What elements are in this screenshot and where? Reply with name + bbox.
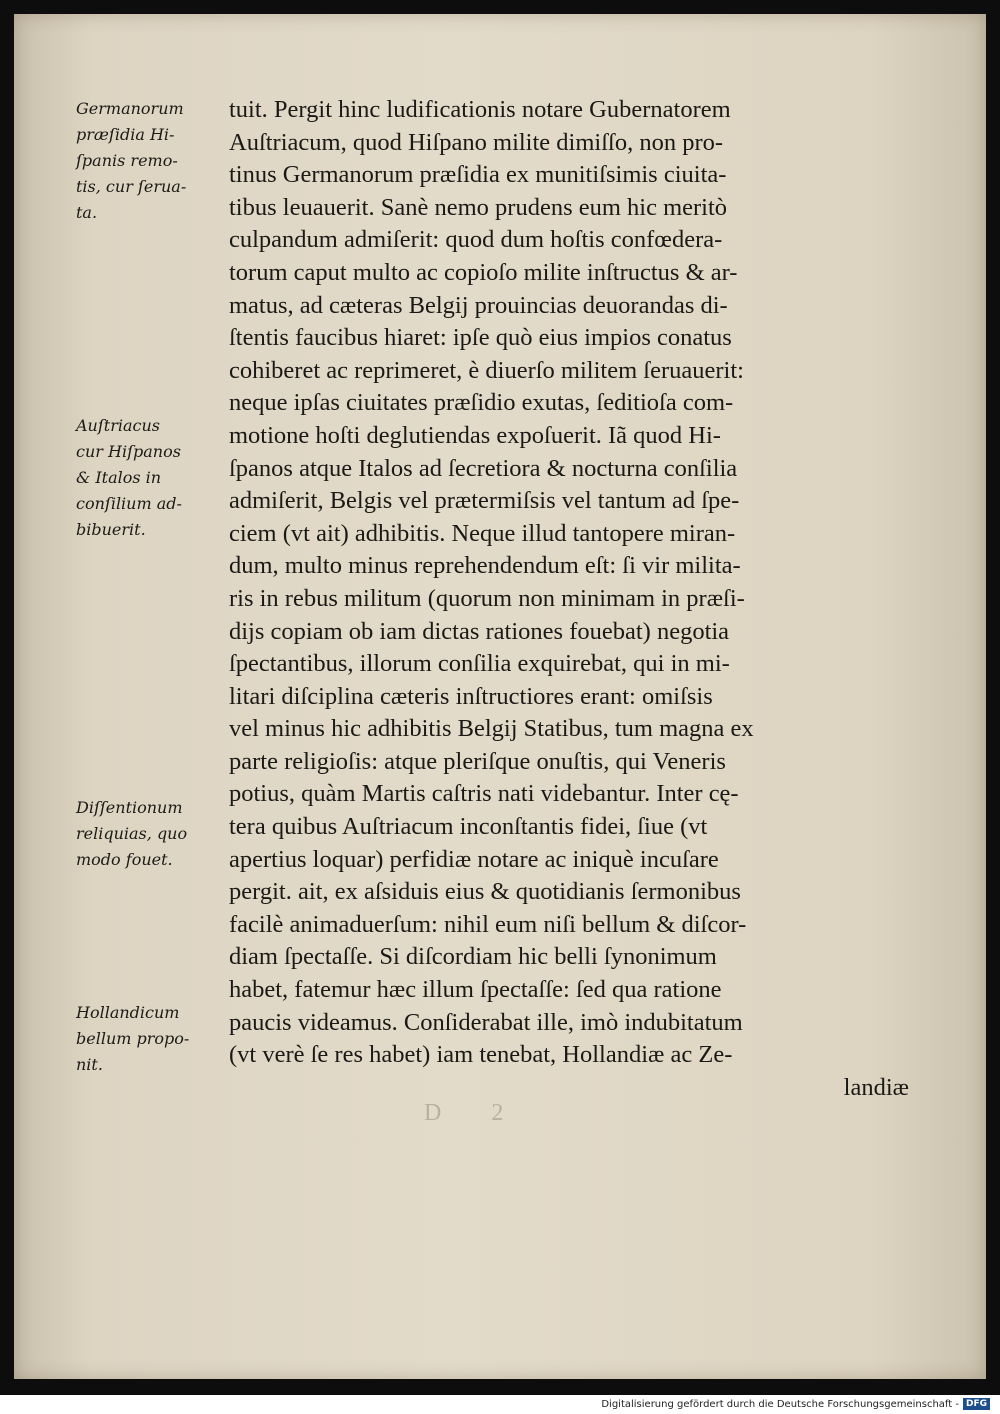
text-line: tibus leuauerit. Sanè nemo prudens eum hic meritò (229, 193, 728, 221)
text-line: tinus Germanorum præſidia ex munitiſsimis ciuita- (229, 161, 727, 189)
footer-text: Digitalisierung gefördert durch die Deutsche Forschungsgemeinschaft - (601, 1398, 959, 1410)
text-line: cohiberet ac reprimeret, è diuerſo militem ſeruauerit: (229, 356, 744, 384)
text-line: ciem (vt ait) adhibitis. Neque illud tantopere miran- (229, 519, 736, 547)
text-line: diam ſpectaſſe. Si diſcordiam hic belli ſynonimum (229, 943, 717, 971)
text-line: parte religioſis: atque pleriſque onuſtis, qui Veneris (229, 747, 726, 775)
text-line: apertius loquar) perfidiæ notare ac iniquè incuſare (229, 845, 719, 873)
margin-note-line: præſidia Hi- (76, 125, 175, 144)
margin-note-line: Diſſentionum (76, 798, 183, 817)
text-line: potius, quàm Martis caſtris nati videbantur. Inter cę- (229, 780, 739, 808)
text-line: paucis videamus. Conſiderabat ille, imò indubitatum (229, 1008, 743, 1036)
margin-note-line: tis, cur ſerua- (76, 177, 187, 196)
text-line: habet, fatemur hæc illum ſpectaſſe: ſed qua ratione (229, 976, 722, 1004)
text-line: culpandum admiſerit: quod dum hoſtis confœdera- (229, 226, 723, 254)
digitization-footer (601, 1398, 990, 1410)
text-line: dijs copiam ob iam dictas rationes fouebat) negotia (229, 617, 730, 645)
text-line: dum, multo minus reprehendendum eſt: ſi vir milita- (229, 552, 741, 580)
text-line: neque ipſas ciuitates præſidio exutas, ſeditioſa com- (229, 389, 734, 417)
margin-note-hollandicum (76, 1000, 226, 1078)
body-text (229, 94, 909, 1104)
margin-note-line: reliquias, quo (76, 824, 188, 843)
margin-note-line: Auſtriacus (76, 416, 160, 435)
signature-mark: D 2 (424, 1100, 526, 1126)
margin-note-line: ſpanis remo- (76, 151, 178, 170)
text-line: ſpanos atque Italos ad ſecretiora & nocturna conſilia (229, 454, 738, 482)
margin-note-austriacus (76, 413, 226, 543)
text-line: vel minus hic adhibitis Belgij Statibus, tum magna ex (229, 715, 754, 743)
text-line: facilè animaduerſum: nihil eum niſi bellum & diſcor- (229, 910, 747, 938)
margin-note-line: modo fouet. (76, 850, 173, 869)
text-line: motione hoſti deglutiendas expoſuerit. Iã quod Hi- (229, 421, 721, 449)
text-line: tuit. Pergit hinc ludificationis notare Gubernatorem (229, 96, 731, 123)
margin-note-german-garrisons (76, 96, 226, 226)
text-line: torum caput multo ac copioſo milite inſtructus & ar- (229, 258, 738, 286)
margin-note-line: cur Hiſpanos (76, 442, 181, 461)
text-line: (vt verè ſe res habet) iam tenebat, Hollandiæ ac Ze- (229, 1041, 733, 1069)
margin-note-line: Germanorum (76, 99, 184, 118)
margin-note-line: conſilium ad- (76, 494, 182, 513)
margin-note-dissentionum (76, 795, 226, 873)
margin-note-line: bibuerit. (76, 520, 146, 539)
text-line: admiſerit, Belgis vel prætermiſsis vel tantum ad ſpe- (229, 487, 740, 515)
catchword: landiæ (843, 1073, 909, 1101)
text-line: Auſtriacum, quod Hiſpano milite dimiſſo, non pro- (229, 128, 724, 156)
text-line: ſtentis faucibus hiaret: ipſe quò eius impios conatus (229, 324, 732, 352)
margin-note-line: ta. (76, 203, 98, 222)
text-line: pergit. ait, ex aſsiduis eius & quotidianis ſermonibus (229, 878, 741, 906)
margin-note-line: & Italos in (76, 468, 162, 487)
dfg-logo: DFG (963, 1398, 990, 1410)
text-line: ſpectantibus, illorum conſilia exquirebat, qui in mi- (229, 650, 730, 678)
text-line: ris in rebus militum (quorum non minimam in præſi- (229, 584, 745, 612)
margin-note-line: Hollandicum (76, 1003, 180, 1022)
margin-note-line: bellum propo- (76, 1029, 190, 1048)
text-line: matus, ad cæteras Belgij prouincias deuorandas di- (229, 291, 728, 319)
text-line: litari diſciplina cæteris inſtructiores erant: omiſsis (229, 682, 713, 710)
text-line: tera quibus Auſtriacum inconſtantis fidei, ſiue (vt (229, 813, 708, 841)
margin-note-line: nit. (76, 1055, 103, 1074)
